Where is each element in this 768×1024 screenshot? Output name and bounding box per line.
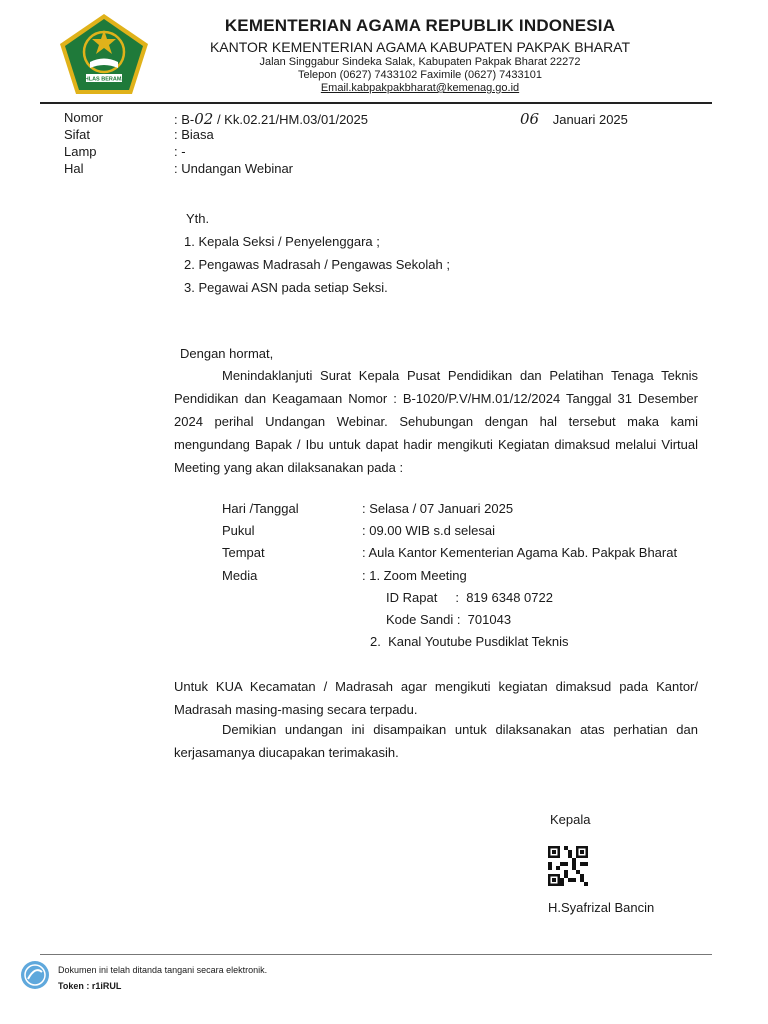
nomor-value [174,110,368,128]
hal-label: Hal [64,161,84,176]
hari-label: Hari /Tanggal [222,501,299,516]
paragraph-kua: Untuk KUA Kecamatan / Madrasah agar mengikuti kegiatan dimaksud pada Kantor/ Madrasah masing-masing secara terpadu. [174,679,698,717]
ministry-name: KEMENTERIAN AGAMA REPUBLIK INDONESIA [224,16,616,35]
media-value-zoom: : 1. Zoom Meeting [362,568,467,583]
footer-token: Token : r1iRUL [58,981,122,991]
hari-value: : Selasa / 07 Januari 2025 [362,501,514,516]
lamp-label: Lamp [64,144,97,159]
pukul-value: : 09.00 WIB s.d selesai [362,523,495,538]
nomor-label: Nomor [64,110,104,125]
recipient-item: 2. Pengawas Madrasah / Pengawas Sekolah ; [184,257,450,272]
e-signature-icon [20,960,50,990]
office-email[interactable]: Email.kabpakpakbharat@kemenag.go.id [320,82,520,94]
sifat-label: Sifat [64,127,91,142]
letter-date [520,110,628,128]
qr-code-icon [548,846,588,886]
tempat-label: Tempat [222,545,265,560]
tempat-value: : Aula Kantor Kementerian Agama Kab. Pakpak Bharat [362,545,678,560]
office-name: KANTOR KEMENTERIAN AGAMA KABUPATEN PAKPAK BHARAT [209,39,631,55]
signatory-title: Kepala [550,812,591,827]
kemenag-logo [56,12,152,96]
paragraph-closing: Demikian undangan ini disampaikan untuk dilaksanakan atas perhatian dan kerjasamanya diucapakan terimakasih. [174,722,698,760]
office-address: Jalan Singgabur Sindeka Salak, Kabupaten Pakpak Bharat 22272 [259,56,581,68]
media-value-youtube: 2. Kanal Youtube Pusdiklat Teknis [370,634,569,649]
letterhead-divider [40,102,712,104]
nomor-handwritten: 02 [194,110,214,128]
recipient-item: 1. Kepala Seksi / Penyelenggara ; [184,234,380,249]
date-month-year: Januari 2025 [552,112,628,127]
zoom-id-rapat: ID Rapat : 819 6348 0722 [386,590,553,605]
paragraph-intro: Menindaklanjuti Surat Kepala Pusat Pendidikan dan Pelatihan Tenaga Teknis Pendidikan dan Keagamaan Nomor : B-1020/P.V/HM.01/12/2024 Tanggal 31 Desember 2024 perihal Undangan Webinar. Sehubungan dengan hal tersebut maka kami mengundang Bapak / Ibu untuk dapat hadir mengikuti Kegiatan dimaksud melalui Virtual Meeting yang akan dilaksanakan pada : [174,368,698,475]
nomor-suffix: / Kk.02.21/HM.03/01/2025 [216,112,368,127]
recipient-yth: Yth. [186,211,210,226]
media-label: Media [222,568,258,583]
date-handwritten: 06 [520,110,540,128]
zoom-kode-sandi: Kode Sandi : 701043 [386,612,512,627]
logo-motto: IKHLAS BERAMAL [79,76,129,83]
lamp-value: : - [174,144,186,159]
pukul-label: Pukul [222,523,255,538]
footer-divider [40,954,712,955]
footer-esign-note: Dokumen ini telah ditanda tangani secara elektronik. [58,965,268,975]
nomor-prefix: : B- [174,112,195,127]
greeting: Dengan hormat, [180,346,274,361]
sifat-value: : Biasa [174,127,214,142]
office-phone: Telepon (0627) 7433102 Faximile (0627) 7433101 [297,69,542,81]
recipient-item: 3. Pegawai ASN pada setiap Seksi. [184,280,388,295]
hal-value: : Undangan Webinar [174,161,294,176]
signatory-name: H.Syafrizal Bancin [548,900,655,915]
